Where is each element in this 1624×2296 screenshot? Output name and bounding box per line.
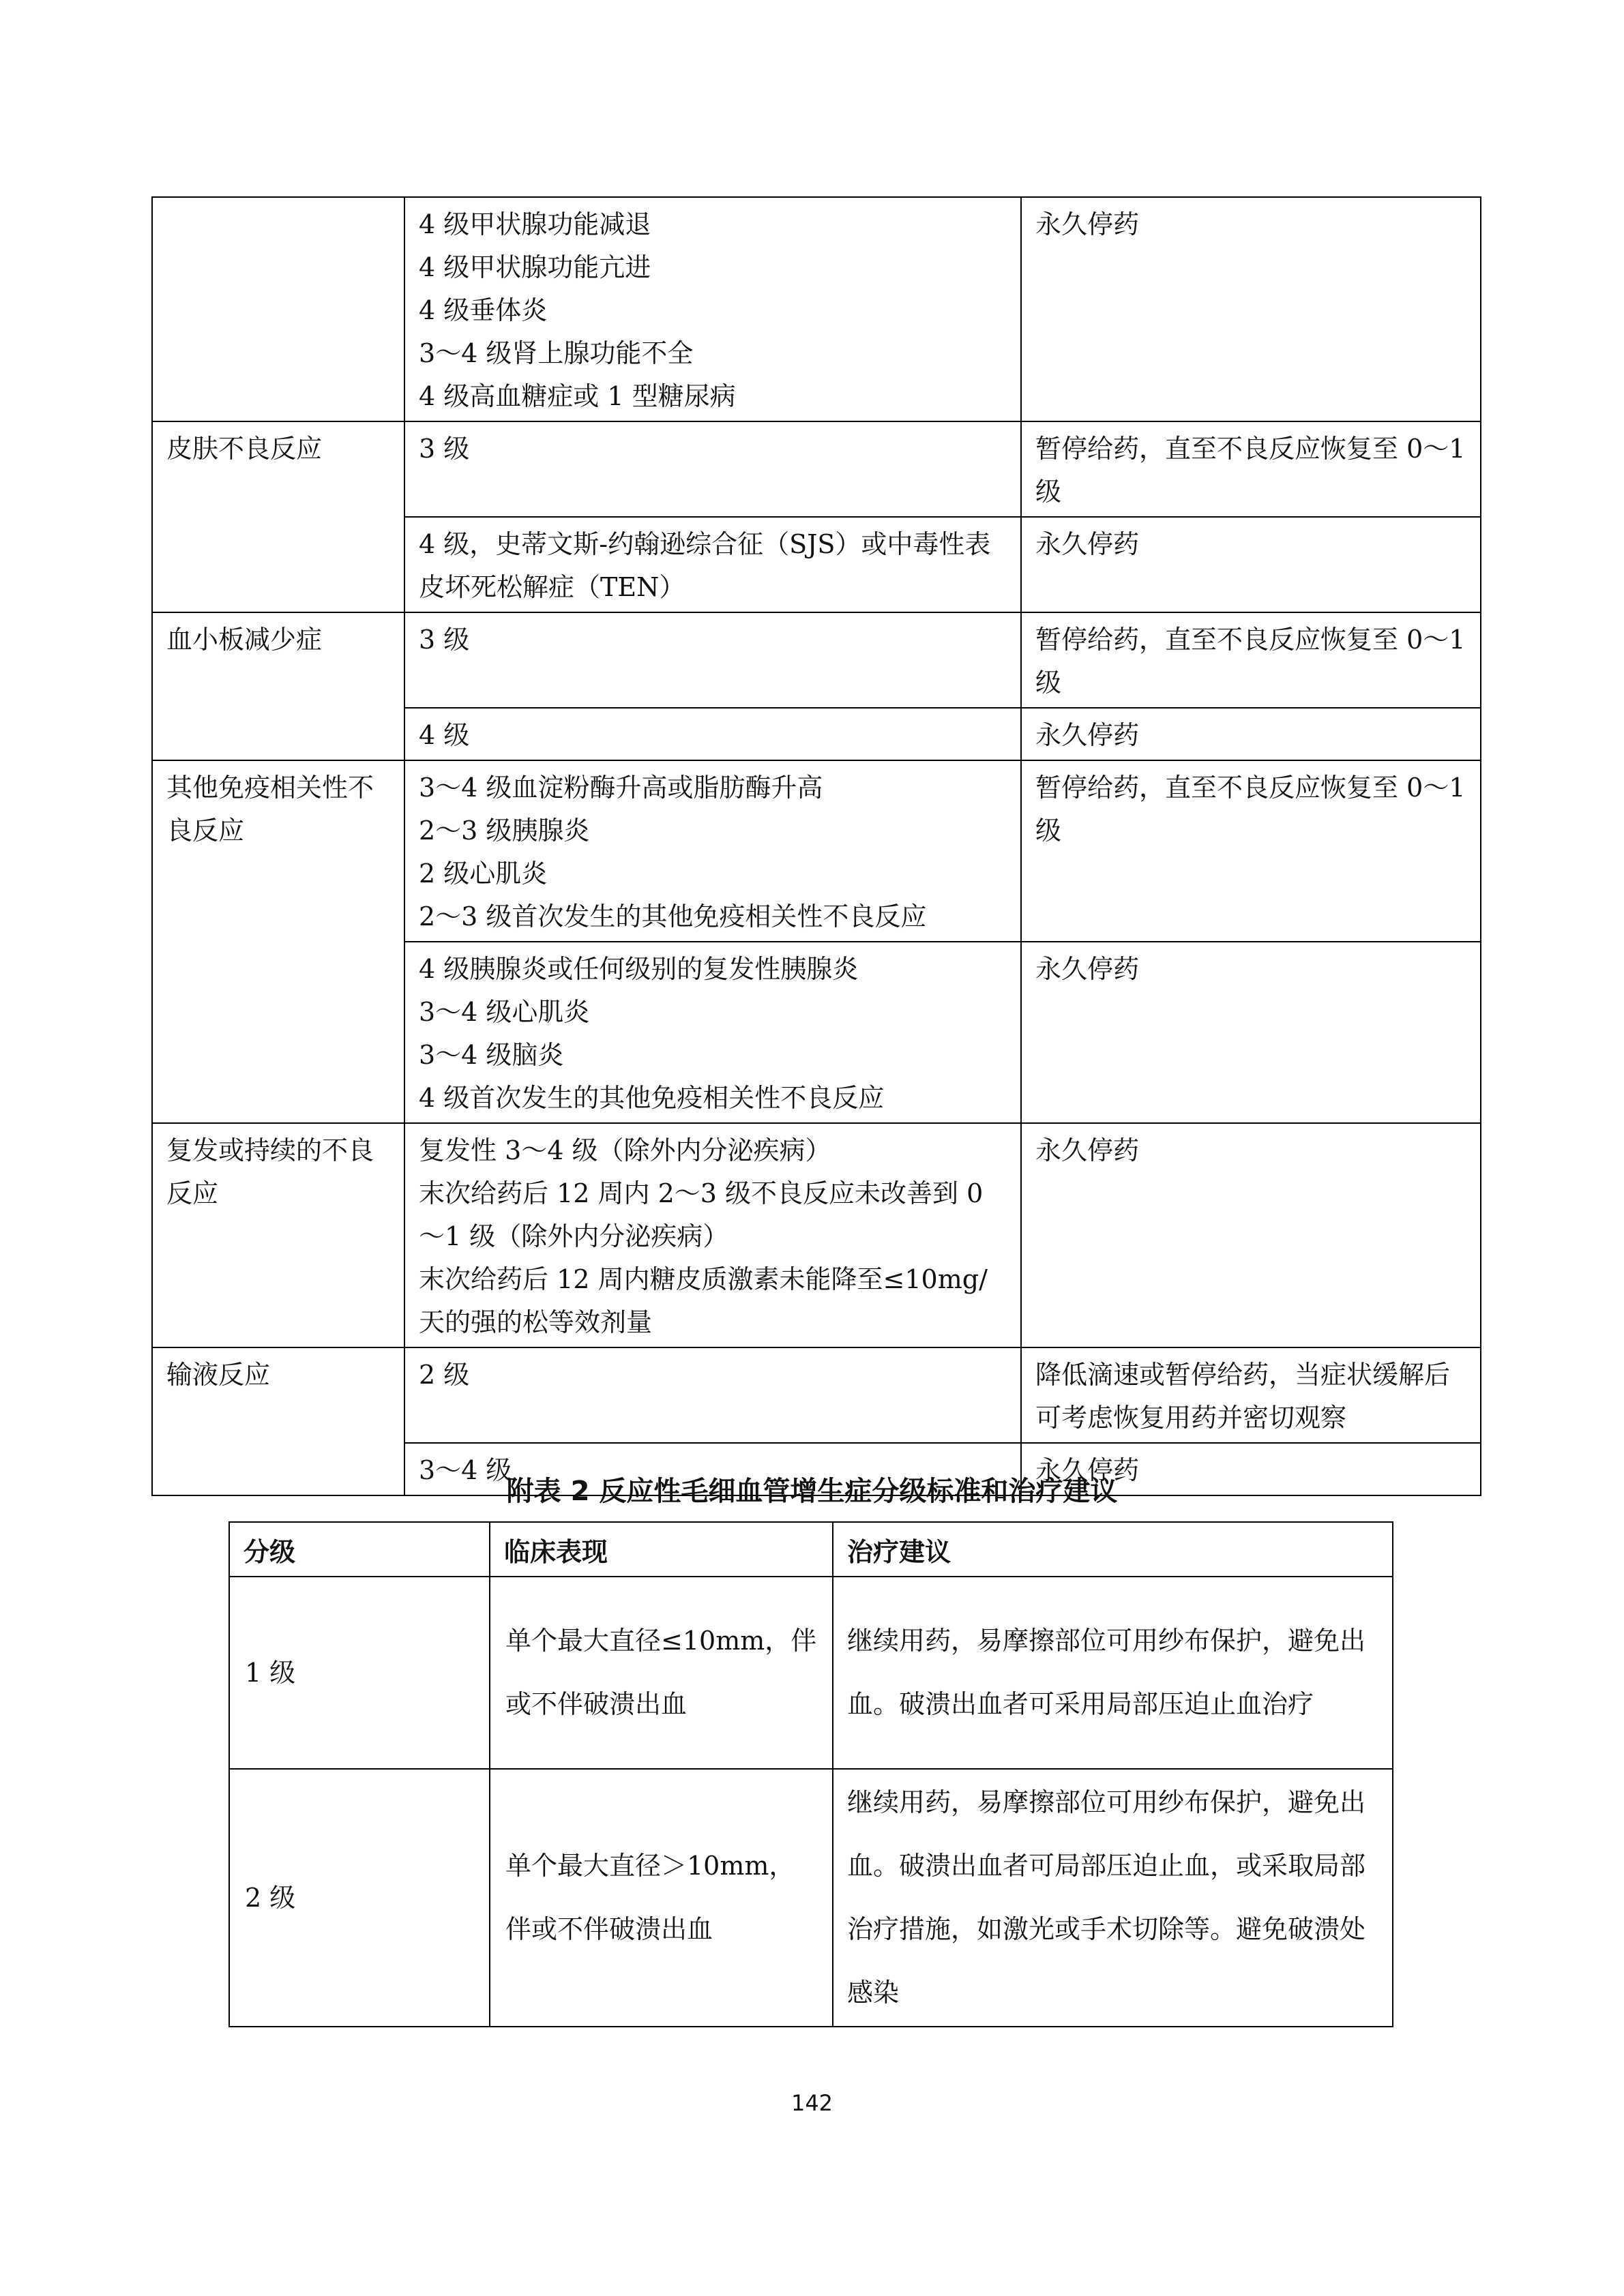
condition-line: 3 级	[419, 625, 470, 655]
condition-line: 复发性 3～4 级（除外内分泌疾病）	[419, 1135, 831, 1165]
condition-line: 4 级，史蒂文斯-约翰逊综合征（SJS）或中毒性表皮坏死松解症（TEN）	[419, 529, 991, 602]
category-cell: 皮肤不良反应	[152, 421, 404, 612]
grade-cell: 2 级	[229, 1769, 490, 2027]
condition-line: 4 级高血糖症或 1 型糖尿病	[419, 381, 736, 411]
conditions-cell	[404, 942, 1021, 1123]
table-row	[152, 197, 1481, 421]
grade-cell: 1 级	[229, 1577, 490, 1769]
action-cell: 暂停给药，直至不良反应恢复至 0～1 级	[1021, 760, 1481, 942]
condition-line: 2～3 级首次发生的其他免疫相关性不良反应	[419, 901, 927, 931]
condition-line: 2 级	[419, 1360, 470, 1390]
adverse-reaction-table	[151, 196, 1481, 1496]
condition-line: 3～4 级脑炎	[419, 1040, 564, 1070]
category-cell: 复发或持续的不良反应	[152, 1123, 404, 1347]
conditions-cell	[404, 760, 1021, 942]
condition-line: 4 级垂体炎	[419, 295, 548, 325]
manifestation-cell: 单个最大直径≤10mm，伴或不伴破溃出血	[490, 1577, 833, 1769]
condition-line: 末次给药后 12 周内 2～3 级不良反应未改善到 0～1 级（除外内分泌疾病）	[419, 1178, 984, 1251]
conditions-cell	[404, 197, 1021, 421]
condition-line: 3～4 级	[419, 1455, 512, 1485]
condition-line: 2～3 级胰腺炎	[419, 816, 590, 846]
category-cell: 其他免疫相关性不良反应	[152, 760, 404, 1123]
condition-line: 3～4 级血淀粉酶升高或脂肪酶升高	[419, 773, 823, 803]
action-cell: 永久停药	[1021, 197, 1481, 421]
column-header: 分级	[229, 1522, 490, 1577]
table-header-row	[229, 1522, 1393, 1577]
condition-line: 4 级甲状腺功能亢进	[419, 252, 651, 282]
table-row	[229, 1769, 1393, 2027]
conditions-cell	[404, 708, 1021, 760]
condition-line: 4 级甲状腺功能减退	[419, 209, 651, 239]
table-row	[152, 760, 1481, 942]
capillary-hyperplasia-grading-table	[228, 1521, 1393, 2027]
action-cell: 永久停药	[1021, 1123, 1481, 1347]
page-number: 142	[791, 2090, 833, 2116]
conditions-cell	[404, 1347, 1021, 1443]
condition-line: 3～4 级心肌炎	[419, 997, 590, 1027]
column-header: 临床表现	[490, 1522, 833, 1577]
condition-line: 4 级胰腺炎或任何级别的复发性胰腺炎	[419, 954, 859, 984]
table-row	[229, 1577, 1393, 1769]
condition-line: 4 级首次发生的其他免疫相关性不良反应	[419, 1083, 885, 1113]
condition-line: 末次给药后 12 周内糖皮质激素未能降至≤10mg/天的强的松等效剂量	[419, 1264, 988, 1337]
column-header: 治疗建议	[833, 1522, 1393, 1577]
advice-cell: 继续用药，易摩擦部位可用纱布保护，避免出血。破溃出血者可局部压迫止血，或采取局部治疗措施，如激光或手术切除等。避免破溃处感染	[833, 1769, 1393, 2027]
manifestation-cell: 单个最大直径＞10mm，伴或不伴破溃出血	[490, 1769, 833, 2027]
table-row	[152, 1123, 1481, 1347]
action-cell: 永久停药	[1021, 1443, 1481, 1495]
action-cell: 暂停给药，直至不良反应恢复至 0～1 级	[1021, 612, 1481, 708]
table-row	[152, 1347, 1481, 1443]
action-cell: 永久停药	[1021, 708, 1481, 760]
category-cell: 血小板减少症	[152, 612, 404, 760]
conditions-cell	[404, 612, 1021, 708]
condition-line: 3 级	[419, 434, 470, 464]
condition-line: 2 级心肌炎	[419, 859, 548, 889]
action-cell: 永久停药	[1021, 942, 1481, 1123]
conditions-cell	[404, 517, 1021, 612]
table-row	[152, 612, 1481, 708]
table-caption: 附表 2 反应性毛细血管增生症分级标准和治疗建议	[506, 1476, 1118, 1507]
action-cell: 永久停药	[1021, 517, 1481, 612]
condition-line: 3～4 级肾上腺功能不全	[419, 338, 694, 368]
advice-cell: 继续用药，易摩擦部位可用纱布保护，避免出血。破溃出血者可采用局部压迫止血治疗	[833, 1577, 1393, 1769]
conditions-cell	[404, 421, 1021, 517]
table-row	[152, 421, 1481, 517]
condition-line: 4 级	[419, 720, 470, 750]
category-cell	[152, 197, 404, 421]
category-cell: 输液反应	[152, 1347, 404, 1495]
action-cell: 降低滴速或暂停给药，当症状缓解后可考虑恢复用药并密切观察	[1021, 1347, 1481, 1443]
action-cell: 暂停给药，直至不良反应恢复至 0～1 级	[1021, 421, 1481, 517]
conditions-cell	[404, 1123, 1021, 1347]
